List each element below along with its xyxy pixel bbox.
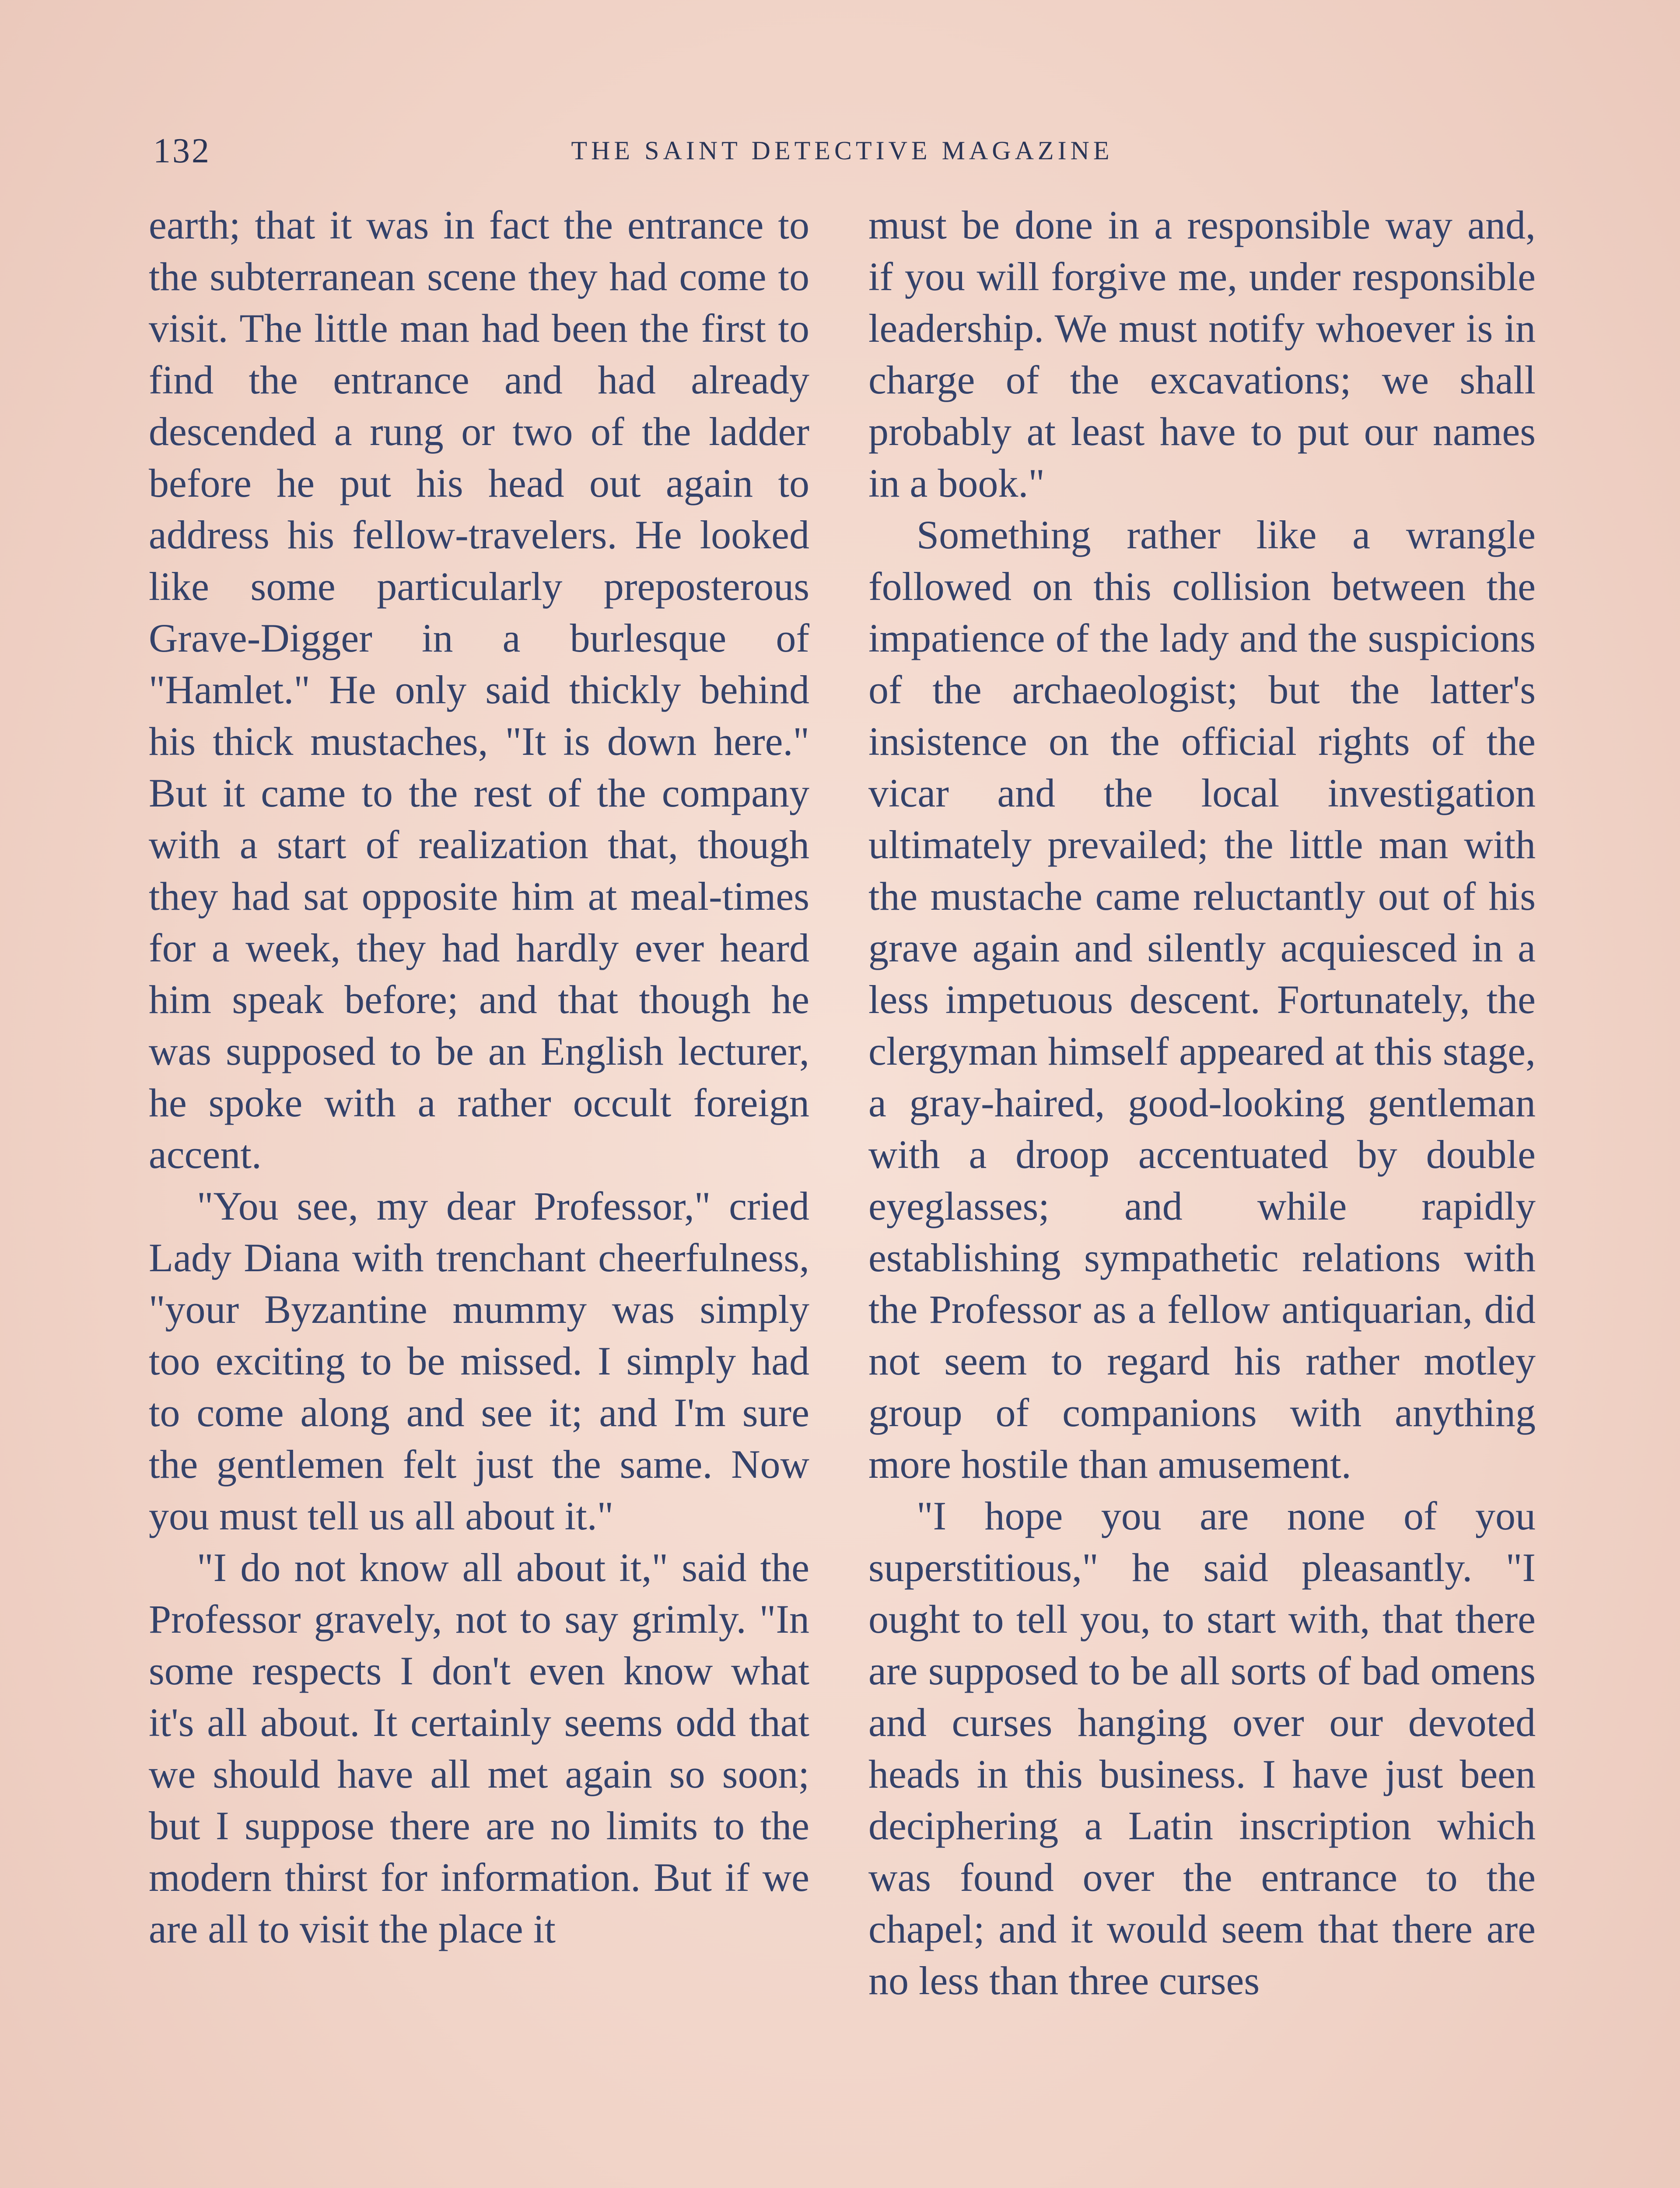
paragraph: Something rather like a wrangle followed on this collision between the impatience of the lady and the suspicions of the archaeologist; but the latter's insistence on the official rights of the vicar and the local investigation ultimately prevailed; the little man with the mustache came reluctantly out of his grave again and silently acquiesced in a less impetuous descent. Fortunately, the clergyman himself appeared at this stage, a gray-haired, good-looking gentleman with a droop accentuated by double eyeglasses; and while rapidly establishing sympathetic relations with the Professor as a fellow antiquarian, did not seem to regard his rather motley group of companions with anything more hostile than amusement. — [868, 512, 1536, 1487]
paragraph: must be done in a responsible way and, if you will forgive me, under responsible leadership. We must notify whoever is in charge of the excavations; we shall probably at least have to put our names in a book." — [868, 203, 1536, 505]
page-header — [153, 131, 1531, 179]
left-column — [149, 199, 809, 1955]
paragraph: "I do not know all about it," said the Professor gravely, not to say grimly. "In some respects I don't even know what it's all about. It certainly seems odd that we should have all met again so soon; but I suppose there are no limits to the modern thirst for information. But if we are all to visit the place it — [149, 1545, 809, 1951]
paragraph: "I hope you are none of you superstitious," he said pleasantly. "I ought to tell you, to start with, that there are supposed to be all sorts of bad omens and curses hanging over our devoted heads in this business. I have just been deciphering a Latin inscription which was found over the entrance to the chapel; and it would seem that there are no less than three curses — [868, 1494, 1536, 2003]
right-column — [868, 199, 1536, 2006]
page-number: 132 — [153, 132, 211, 170]
paragraph: earth; that it was in fact the entrance to the subterranean scene they had come to visit. The little man had been the first to find the entrance and had already descended a rung or two of the ladder before he put his head out again to address his fellow-travelers. He looked like some particularly preposterous Grave-Digger in a burlesque of "Hamlet." He only said thickly behind his thick mustaches, "It is down here." But it came to the rest of the company with a start of realization that, though they had sat opposite him at meal-times for a week, they had hardly ever heard him speak before; and that though he was supposed to be an English lecturer, he spoke with a rather occult foreign accent. — [149, 203, 809, 1177]
paragraph: "You see, my dear Professor," cried Lady Diana with trenchant cheerfulness, "your Byzantine mummy was simply too exciting to be missed. I simply had to come along and see it; and I'm sure the gentlemen felt just the same. Now you must tell us all about it." — [149, 1184, 809, 1538]
running-title: THE SAINT DETECTIVE MAGAZINE — [571, 136, 1113, 165]
